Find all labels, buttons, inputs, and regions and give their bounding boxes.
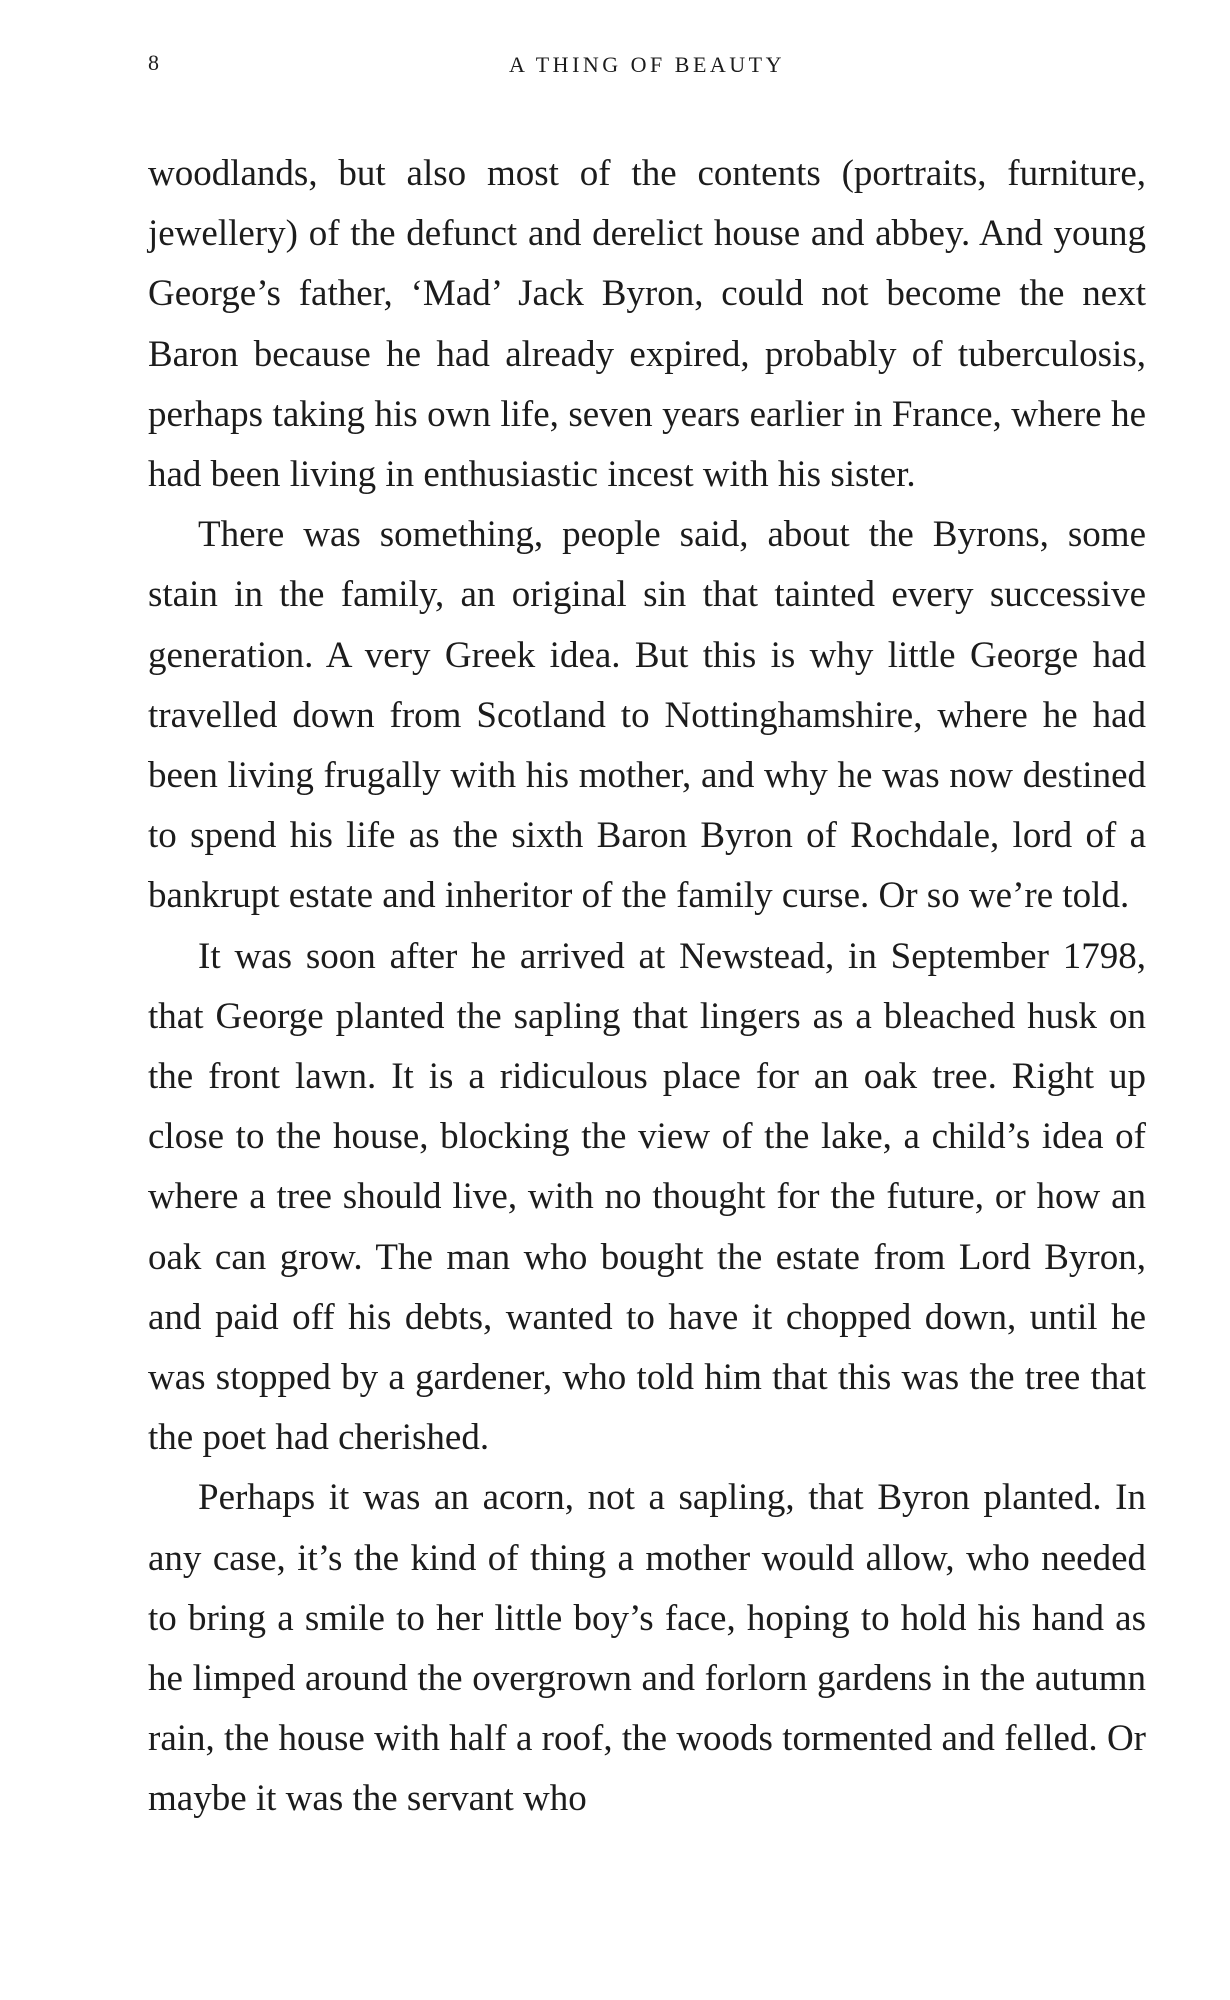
paragraph: There was something, people said, about the Byrons, some stain in the family, an original sin that tainted every successive generation. A very Greek idea. But this is why little George had travelled down from Scotland to Nottinghamshire, where he had been living frugally with his mother, and why he was now destined to spend his life as the sixth Baron Byron of Rochdale, lord of a bankrupt estate and inheritor of the family curse. Or so we’re told. xyxy=(148,514,1146,917)
body-text xyxy=(148,144,1146,1830)
book-title: A THING OF BEAUTY xyxy=(508,52,786,77)
paragraph: It was soon after he arrived at Newstead, in September 1798, that George planted the sapling that lingers as a bleached husk on the front lawn. It is a ridiculous place for an oak tree. Right up close to the house, blocking the view of the lake, a child’s idea of where a tree should live, with no thought for the future, or how an oak can grow. The man who bought the estate from Lord Byron, and paid off his debts, wanted to have it chopped down, until he was stopped by a gardener, who told him that this was the tree that the poet had cherished. xyxy=(148,935,1146,1459)
running-head xyxy=(148,50,1146,86)
page-number: 8 xyxy=(148,50,159,75)
paragraph: Perhaps it was an acorn, not a sapling, that Byron planted. In any case, it’s the kind of thing a mother would allow, who needed to bring a smile to her little boy’s face, hoping to hold his hand as he limped around the overgrown and forlorn gardens in the autumn rain, the house with half a roof, the woods tormented and felled. Or maybe it was the servant who xyxy=(148,1477,1146,1820)
paragraph-continued: woodlands, but also most of the contents (portraits, furniture, jewellery) of the defunct and derelict house and abbey. And young George’s father, ‘Mad’ Jack Byron, could not become the next Baron because he had already expired, probably of tuberculosis, perhaps taking his own life, seven years earlier in France, where he had been living in enthusiastic incest with his sister. xyxy=(148,153,1146,496)
